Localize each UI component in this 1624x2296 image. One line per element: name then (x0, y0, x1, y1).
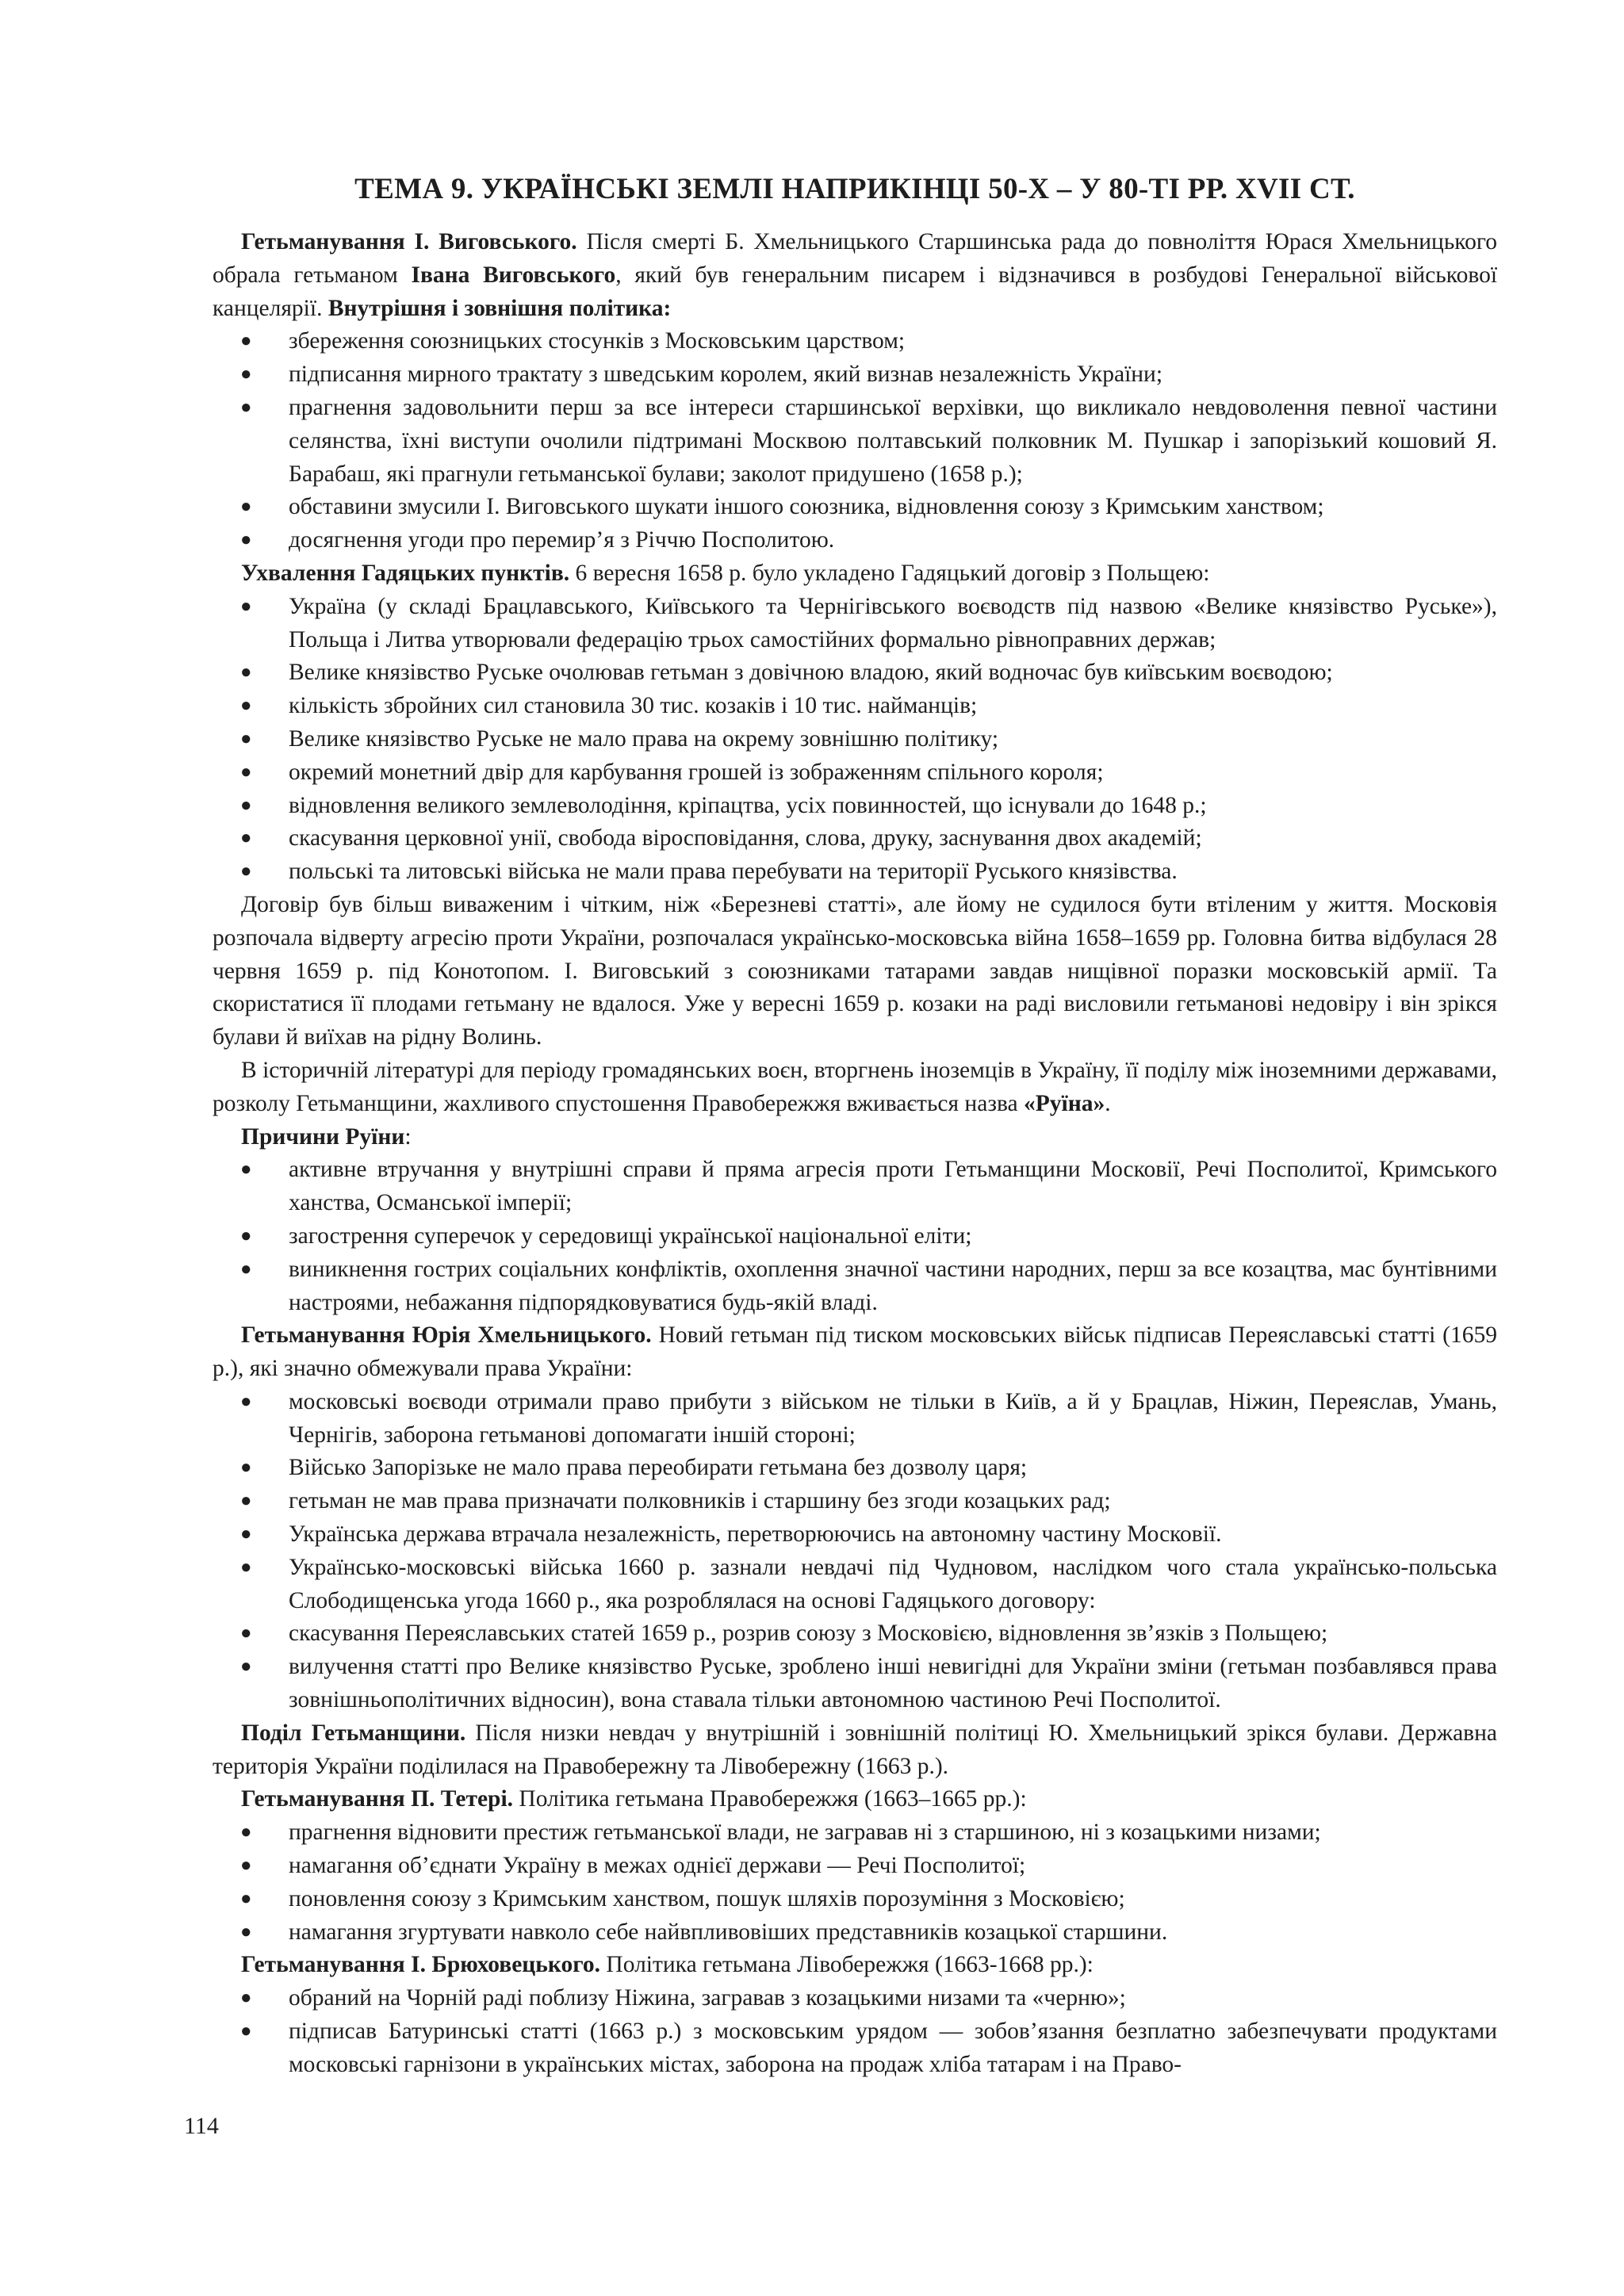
bullet-icon: ● (240, 595, 252, 617)
list-item (213, 1452, 1497, 1485)
section-heading: Ухвалення Гадяцьких пунктів. (241, 560, 570, 586)
bullet-icon: ● (240, 662, 252, 683)
paragraph-text: : (404, 1123, 412, 1150)
list-item-text: намагання об’єднати Україну в межах однієї держави — Речі Посполитої; (289, 1853, 1026, 1879)
list-item-text: підписав Батуринські статті (1663 р.) з московським урядом — зобов’язання безплатно забезпечувати продуктами московські гарнізони в українських містах, заборона на продаж хліба татарам і на Право- (289, 2019, 1497, 2077)
list-item-text: вилучення статті про Велике князівство Руське, зроблено інші невигідні для України зміни (гетьман позбавлявся права зовнішньополітичних відносин), вона ставала тільки автономною частиною Речі Посполитої. (289, 1654, 1497, 1713)
section-vyhovsky-intro (213, 226, 1497, 325)
bullet-icon: ● (240, 530, 252, 551)
paragraph-text: В історичній літературі для періоду громадянських воєн, вторгнень іноземців в Україну, її поділу між іноземними державами, розколу Гетьманщини, жахливого спустошення Правобережжя вживається назва (213, 1057, 1497, 1116)
list-item (213, 1220, 1497, 1253)
bullet-list (213, 591, 1497, 889)
bullet-icon: ● (240, 1623, 252, 1644)
list-item (213, 656, 1497, 690)
bullet-list (213, 1816, 1497, 1949)
list-item (213, 1816, 1497, 1850)
paragraph-text: Політика гетьмана Лівобережжя (1663-1668 рр.): (600, 1952, 1094, 1978)
paragraph: Договір був більш виваженим і чітким, ніж «Березневі статті», але йому не судилося бути втіленим у життя. Московія розпочала відверту агресію проти України, розпочалася українсько-московська війна 1658–1659 рр. Головна битва відбулася 28 червня 1659 р. під Конотопом. І. Виговський з союзниками татарами завдав нищівної поразки московській армії. Та скористатися її плодами гетьману не вдалося. Уже у вересні 1659 р. козаки на раді висловили гетьманові недовіру і він зрікся булави й виїхав на рідну Волинь. (213, 891, 1497, 1050)
list-item-text: поновлення союзу з Кримським ханством, пошук шляхів порозуміння з Московією; (289, 1885, 1125, 1911)
bullet-icon: ● (240, 1391, 252, 1412)
list-item (213, 491, 1497, 524)
list-item-text: кількість збройних сил становила 30 тис. козаків і 10 тис. найманців; (289, 693, 978, 719)
paragraph-text: Новий гетьман під тиском московських військ підписав Переяславські статті (1659 р.), які значно обмежували права України: (213, 1322, 1498, 1382)
list-item-text: загострення суперечок у середовищі української національної еліти; (289, 1223, 972, 1249)
section-heading: Гетьманування П. Тетері. (241, 1786, 514, 1812)
list-item-text: Українська держава втрачала незалежність, перетворюючись на автономну частину Московії. (289, 1521, 1222, 1548)
subheading: Внутрішня і зовнішня політика: (327, 295, 672, 321)
section-heading: Гетьманування І. Брюховецького. (241, 1952, 601, 1978)
section-division (213, 1717, 1497, 1784)
list-item-text: гетьман не мав права призначати полковників і старшину без згоди козацьких рад; (289, 1488, 1111, 1514)
section-heading: Гетьманування І. Виговського. (241, 229, 577, 254)
list-item (213, 1850, 1497, 1883)
list-item (213, 1253, 1497, 1320)
list-item (213, 822, 1497, 855)
list-item-text: скасування церковної унії, свобода віросповідання, слова, друку, заснування двох академій; (289, 825, 1202, 851)
list-item (213, 723, 1497, 756)
list-item (213, 358, 1497, 392)
bullet-icon: ● (240, 1988, 252, 2009)
bullet-icon: ● (240, 1556, 252, 1578)
section-yuri-khmelnytsky (213, 1319, 1497, 1386)
bullet-icon: ● (240, 1888, 252, 1909)
page-title: ТЕМА 9. УКРАЇНСЬКІ ЗЕМЛІ НАПРИКІНЦІ 50-Х – У 80-ТІ РР. XVII СТ. (354, 173, 1355, 205)
list-item (213, 1883, 1497, 1916)
bullet-icon: ● (240, 364, 252, 385)
list-item (213, 1982, 1497, 2015)
bullet-list (213, 1154, 1497, 1319)
bullet-icon: ● (240, 1490, 252, 1512)
list-item (213, 855, 1497, 889)
section-bryukhovetsky (213, 1949, 1497, 1982)
ruina-term: «Руїна» (1023, 1090, 1105, 1116)
list-item-text: Україна (у складі Брацлавського, Київського та Чернігівського воєводств під назвою «Велике князівство Руське»), Польща і Литва утворювали федерацію трьох самостійних формально рівноправних держав; (289, 593, 1497, 652)
paragraph-text: Політика гетьмана Правобережжя (1663–1665 рр.): (513, 1786, 1027, 1812)
list-item-text: Військо Запорізьке не мало права переобирати гетьмана без дозволу царя; (289, 1455, 1028, 1481)
paragraph-text: Після низки невдач у внутрішній і зовнішній політиці Ю. Хмельницький зрікся булави. Державна територія України поділилася на Правобережну та Лівобережну (1663 р.). (213, 1720, 1497, 1779)
bullet-icon: ● (240, 1855, 252, 1877)
list-item-text: польські та литовські війська не мали права перебувати на території Руського князівства. (289, 859, 1178, 885)
paragraph-text: , який був генеральним писарем і відзначився в розбудові Генеральної військової канцелярії. (213, 262, 1498, 321)
bullet-icon: ● (240, 794, 252, 816)
list-item (213, 1617, 1497, 1651)
list-item-text: досягнення угоди про перемир’я з Річчю Посполитою. (289, 527, 835, 553)
bullet-icon: ● (240, 496, 252, 518)
list-item (213, 1916, 1497, 1950)
list-item (213, 1552, 1497, 1618)
paragraph-text: Після смерті Б. Хмельницького Старшинська рада до повноліття Юрася Хмельницького обрала гетьманом (213, 229, 1497, 288)
paragraph-text: . (1105, 1090, 1111, 1116)
section-ruina-causes (213, 1121, 1497, 1154)
list-item-text: обставини змусили І. Виговського шукати іншого союзника, відновлення союзу з Кримським ханством; (289, 494, 1324, 520)
list-item-text: відновлення великого землеволодіння, кріпацтва, усіх повинностей, що існували до 1648 р.; (289, 792, 1207, 818)
bullet-icon: ● (240, 1457, 252, 1479)
bullet-icon: ● (240, 331, 252, 352)
list-item (213, 1386, 1497, 1452)
list-item-text: окремий монетний двір для карбування грошей із зображенням спільного короля; (289, 759, 1104, 785)
section-heading: Гетьманування Юрія Хмельницького. (241, 1322, 652, 1349)
list-item-text: Велике князівство Руське очолював гетьман з довічною владою, який водночас був київським воєводою; (289, 660, 1333, 686)
paragraph-text: 6 вересня 1658 р. було укладено Гадяцький договір з Польщею: (569, 560, 1210, 586)
bullet-icon: ● (240, 861, 252, 882)
list-item-text: прагнення задовольнити перш за все інтереси старшинської верхівки, що викликало невдоволення певної частини селянства, їхні виступи очолили підтримані Москвою полтавський полковник М. Пушкар і запорізький кошовий Я. Барабаш, які прагнули гетьманської булави; заколот придушено (1658 р.); (289, 394, 1497, 487)
section-heading: Поділ Гетьманщини. (241, 1720, 466, 1746)
list-item (213, 1518, 1497, 1552)
list-item (213, 591, 1497, 657)
section-heading: Причини Руїни (241, 1123, 405, 1150)
bullet-list (213, 325, 1497, 557)
section-hadiach (213, 557, 1497, 591)
list-item (213, 325, 1497, 358)
list-item (213, 1651, 1497, 1717)
list-item (213, 524, 1497, 557)
bullet-icon: ● (240, 1159, 252, 1181)
list-item (213, 690, 1497, 723)
bullet-icon: ● (240, 695, 252, 717)
bullet-list (213, 1982, 1497, 2081)
bullet-icon: ● (240, 1822, 252, 1843)
list-item-text: виникнення гострих соціальних конфліктів, охоплення значної частини народних, перш за все козацтва, мас бунтівними настроями, небажання підпорядковуватися будь-якій владі. (289, 1256, 1497, 1315)
bullet-icon: ● (240, 1921, 252, 1942)
list-item (213, 756, 1497, 790)
page-number: 114 (184, 2113, 219, 2139)
bullet-icon: ● (240, 1225, 252, 1246)
bold-name: Івана Виговського (411, 262, 616, 288)
list-item-text: збереження союзницьких стосунків з Московським царством; (289, 328, 906, 354)
bullet-icon: ● (240, 828, 252, 849)
list-item-text: підписання мирного трактату з шведським королем, який визнав незалежність України; (289, 362, 1163, 388)
list-item (213, 2015, 1497, 2082)
list-item (213, 790, 1497, 823)
list-item (213, 392, 1497, 491)
list-item (213, 1485, 1497, 1518)
page-content (213, 170, 1497, 2082)
bullet-icon: ● (240, 1656, 252, 1678)
list-item-text: прагнення відновити престиж гетьманської влади, не загравав ні з старшиною, ні з козацькими низами; (289, 1820, 1321, 1846)
list-item-text: обраний на Чорній раді поблизу Ніжина, загравав з козацькими низами та «черню»; (289, 1985, 1126, 2011)
paragraph (213, 1054, 1497, 1121)
bullet-icon: ● (240, 728, 252, 749)
bullet-list (213, 1386, 1497, 1717)
bullet-icon: ● (240, 2021, 252, 2042)
list-item (213, 1154, 1497, 1220)
list-item-text: московські воєводи отримали право прибути з військом не тільки в Київ, а й у Брацлав, Ніжин, Переяслав, Умань, Чернігів, заборона гетьманові допомагати іншій стороні; (289, 1388, 1497, 1448)
bullet-icon: ● (240, 1258, 252, 1280)
list-item-text: Українсько-московські війська 1660 р. зазнали невдачі під Чудновом, наслідком чого стала українсько-польська Слободищенська угода 1660 р., яка розроблялася на основі Гадяцького договору: (289, 1554, 1497, 1613)
list-item-text: скасування Переяславських статей 1659 р., розрив союзу з Московією, відновлення зв’язків з Польщею; (289, 1621, 1328, 1647)
list-item-text: намагання згуртувати навколо себе найвпливовіших представників козацької старшини. (289, 1919, 1168, 1945)
section-teterya (213, 1783, 1497, 1816)
bullet-icon: ● (240, 761, 252, 783)
list-item-text: активне втручання у внутрішні справи й пряма агресія проти Гетьманщини Московії, Речі Посполитої, Кримського ханства, Османської імперії; (289, 1157, 1497, 1216)
bullet-icon: ● (240, 1524, 252, 1545)
list-item-text: Велике князівство Руське не мало права на окрему зовнішню політику; (289, 725, 999, 752)
bullet-icon: ● (240, 396, 252, 418)
